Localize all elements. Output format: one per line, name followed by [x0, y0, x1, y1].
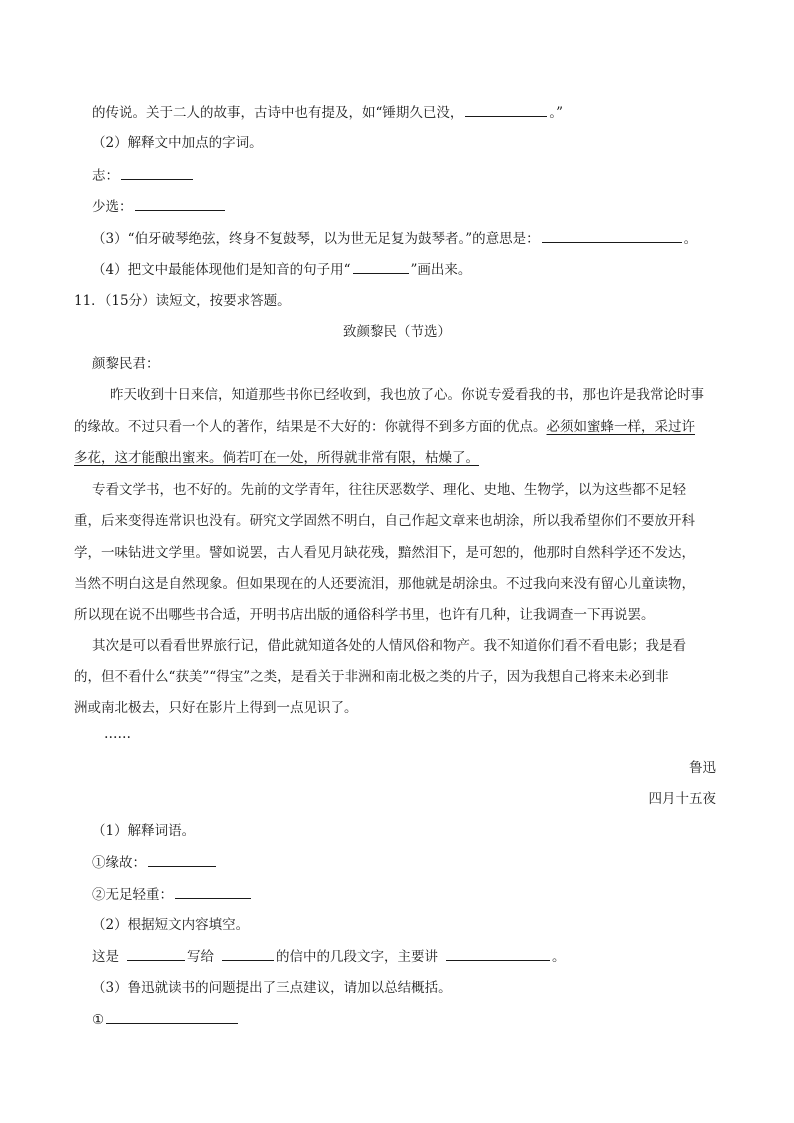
q11-sub1: （1）解释词语。 — [92, 823, 196, 839]
paragraph-1-line: 的缘故。不过只看一个人的著作，结果是不大好的：你就得不到多方面的优点。必须如蜜蜂一样，采过许 — [74, 419, 695, 435]
answer-blank[interactable] — [121, 165, 193, 180]
answer-blank[interactable] — [542, 228, 682, 243]
answer-blank[interactable] — [127, 946, 185, 961]
paragraph-1-line: 昨天收到十日来信，知道那些书你已经收到，我也放了心。你说专爱看我的书，那也许是我常论时事 — [110, 387, 704, 403]
q11-sub3: （3）鲁迅就读书的问题提出了三点建议，请加以总结概括。 — [92, 980, 452, 996]
sub3-item-a: ① — [92, 1009, 240, 1030]
q11-sub2: （2）根据短文内容填空。 — [92, 917, 250, 933]
paragraph-2-line: 学，一味钻进文学里。譬如说罢，古人看见月缺花残，黯然泪下，是可恕的，他那时自然科学还不发达， — [74, 545, 695, 561]
answer-blank[interactable] — [148, 852, 216, 867]
answer-blank[interactable] — [135, 196, 225, 211]
paragraph-2-line: 所以现在说不出哪些书合适，开明书店出版的通俗科学书里，也许有几种，让我调查一下再说罢。 — [74, 607, 655, 623]
q10-sub3: （3）“伯牙破琴绝弦，终身不复鼓琴，以为世无足复为鼓琴者。”的意思是： 。 — [92, 228, 697, 249]
sub1-item-a: ①缘故： — [92, 852, 218, 873]
shaoxuan-row: 少选： — [92, 196, 227, 217]
q10-sub4: （4）把文中最能体现他们是知音的句子用“ ”画出来。 — [92, 259, 471, 280]
sub2-fill-line: 这是 写给 的信中的几段文字，主要讲 。 — [92, 946, 566, 967]
paragraph-2-line: 重，后来变得连常识也没有。研究文学固然不明白，自己作起文章来也胡涂，所以我希望你们不要放开科 — [74, 513, 695, 529]
q10-sub2: （2）解释文中加点的字词。 — [92, 135, 263, 151]
question-11-heading: 11．（15分）读短文，按要求答题。 — [74, 293, 291, 309]
paragraph-3-line: 的，但不看什么“获美”“得宝”之类，是看关于非洲和南北极之类的片子，因为我想自己将来未必到非 — [74, 669, 669, 685]
ellipsis: …… — [104, 726, 131, 742]
sub1-item-b: ②无足轻重： — [92, 884, 253, 905]
zhi-row: 志： — [92, 165, 195, 186]
paragraph-3-line: 洲或南北极去，只好在影片上得到一点见识了。 — [74, 700, 358, 716]
answer-blank[interactable] — [106, 1009, 238, 1024]
passage-title: 致颜黎民（节选） — [343, 324, 451, 340]
answer-blank[interactable] — [222, 946, 274, 961]
paragraph-3-line: 其次是可以看看世界旅行记，借此就知道各处的人情风俗和物产。我不知道你们看不看电影；我是看 — [92, 638, 686, 654]
q10-line-1: 的传说。关于二人的故事，古诗中也有提及，如“锤期久已没， 。” — [92, 102, 563, 123]
answer-blank[interactable] — [175, 884, 251, 899]
underlined-sentence: 多花，这才能酿出蜜来。倘若叮在一处，所得就非常有限，枯燥了。 — [74, 450, 479, 466]
letter-date: 四月十五夜 — [648, 791, 716, 807]
paragraph-2-line: 专看文学书，也不好的。先前的文学青年，往往厌恶数学、理化、史地、生物学，以为这些都不足轻 — [92, 482, 686, 498]
answer-blank[interactable] — [446, 946, 550, 961]
answer-blank[interactable] — [353, 259, 409, 274]
paragraph-2-line: 当然不明白这是自然现象。但如果现在的人还要流泪，那他就是胡涂虫。不过我向来没有留心儿童读物， — [74, 576, 695, 592]
letter-salutation: 颜黎民君： — [92, 356, 160, 372]
letter-signature: 鲁迅 — [689, 760, 716, 776]
answer-blank[interactable] — [465, 102, 547, 117]
underlined-sentence: 必须如蜜蜂一样，采过许 — [546, 419, 695, 435]
